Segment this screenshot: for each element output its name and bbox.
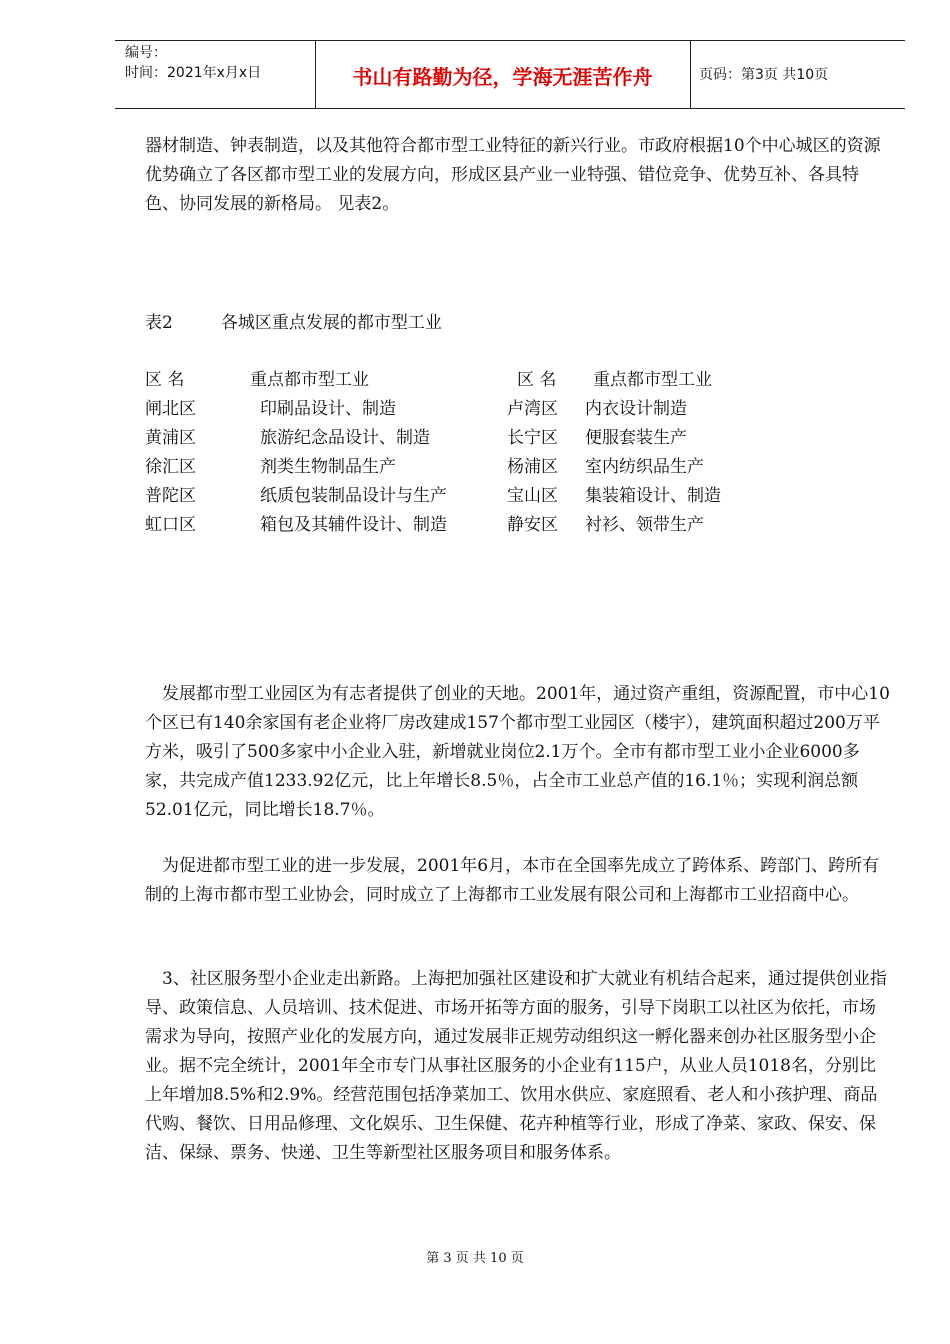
intro-paragraph: 器材制造、钟表制造，以及其他符合都市型工业特征的新兴行业。市政府根据10个中心城区的资源优势确立了各区都市型工业的发展方向，形成区县产业一业特强、错位竞争、优势互补、各具特色、协同发展的新格局。 见表2。 [145,136,881,214]
table-cell: 纸质包装制品设计与生产 [260,486,447,506]
table-title: 各城区重点发展的都市型工业 [220,313,442,333]
header-number: 编号： [125,45,167,61]
table-header-cell: 区 名 [517,370,557,390]
table-cell: 卢湾区 [507,399,558,419]
table-header-cell: 区 名 [145,370,185,390]
table-cell: 内衣设计制造 [585,399,687,419]
table-cell: 虹口区 [145,515,196,535]
table-cell: 静安区 [507,515,558,535]
header-time: 时间：2021年x月x日 [125,65,262,81]
table-cell: 长宁区 [507,428,558,448]
table-cell: 印刷品设计、制造 [260,399,396,419]
table-cell: 室内纺织品生产 [585,457,704,477]
header-page-number: 页码：第3页 共10页 [699,67,829,83]
table-cell: 便服套装生产 [585,428,687,448]
table-caption [145,308,442,333]
table-cell: 旅游纪念品设计、制造 [260,428,430,448]
page-header [115,40,905,109]
table-header-cell: 重点都市型工业 [593,370,712,390]
page-footer: 第 3 页 共 10 页 [426,1251,524,1266]
table-cell: 剂类生物制品生产 [260,457,396,477]
table-cell: 徐汇区 [145,457,196,477]
table-cell: 普陀区 [145,486,196,506]
table-header-cell: 重点都市型工业 [250,370,369,390]
body-paragraph: 为促进都市型工业的进一步发展，2001年6月，本市在全国率先成立了跨体系、跨部门、跨所有制的上海市都市型工业协会，同时成立了上海都市工业发展有限公司和上海都市工业招商中心。 [145,856,880,905]
table-cell: 宝山区 [507,486,558,506]
header-meta [125,43,261,83]
table-cell: 集装箱设计、制造 [585,486,721,506]
table-cell: 黄浦区 [145,428,196,448]
table-cell: 杨浦区 [507,457,558,477]
table-label: 表2 [145,313,173,333]
header-divider [690,41,691,108]
body-paragraph: 发展都市型工业园区为有志者提供了创业的天地。2001年，通过资产重组，资源配置，市中心10个区已有140余家国有老企业将厂房改建成157个都市型工业园区（楼宇），建筑面积超过200万平方米，吸引了500多家中小企业入驻，新增就业岗位2.1万个。全市有都市型工业小企业6000多家，共完成产值1233.92亿元，比上年增长8.5％，占全市工业总产值的16.1％；实现利润总额52.01亿元，同比增长18.7％。 [145,684,890,820]
header-motto: 书山有路勤为径，学海无涯苦作舟 [352,65,653,89]
table-cell: 闸北区 [145,399,196,419]
body-paragraph: 3、社区服务型小企业走出新路。上海把加强社区建设和扩大就业有机结合起来，通过提供创业指导、政策信息、人员培训、技术促进、市场开拓等方面的服务，引导下岗职工以社区为依托，市场需求为导向，按照产业化的发展方向，通过发展非正规劳动组织这一孵化器来创办社区服务型小企业。据不完全统计，2001年全市专门从事社区服务的小企业有115户，从业人员1018名，分别比上年增加8.5%和2.9%。经营范围包括净菜加工、饮用水供应、家庭照看、老人和小孩护理、商品代购、餐饮、日用品修理、文化娱乐、卫生保健、花卉种植等行业，形成了净菜、家政、保安、保洁、保绿、票务、快递、卫生等新型社区服务项目和服务体系。 [145,969,887,1163]
table-cell: 衬衫、领带生产 [585,515,704,535]
table-cell: 箱包及其辅件设计、制造 [260,515,447,535]
